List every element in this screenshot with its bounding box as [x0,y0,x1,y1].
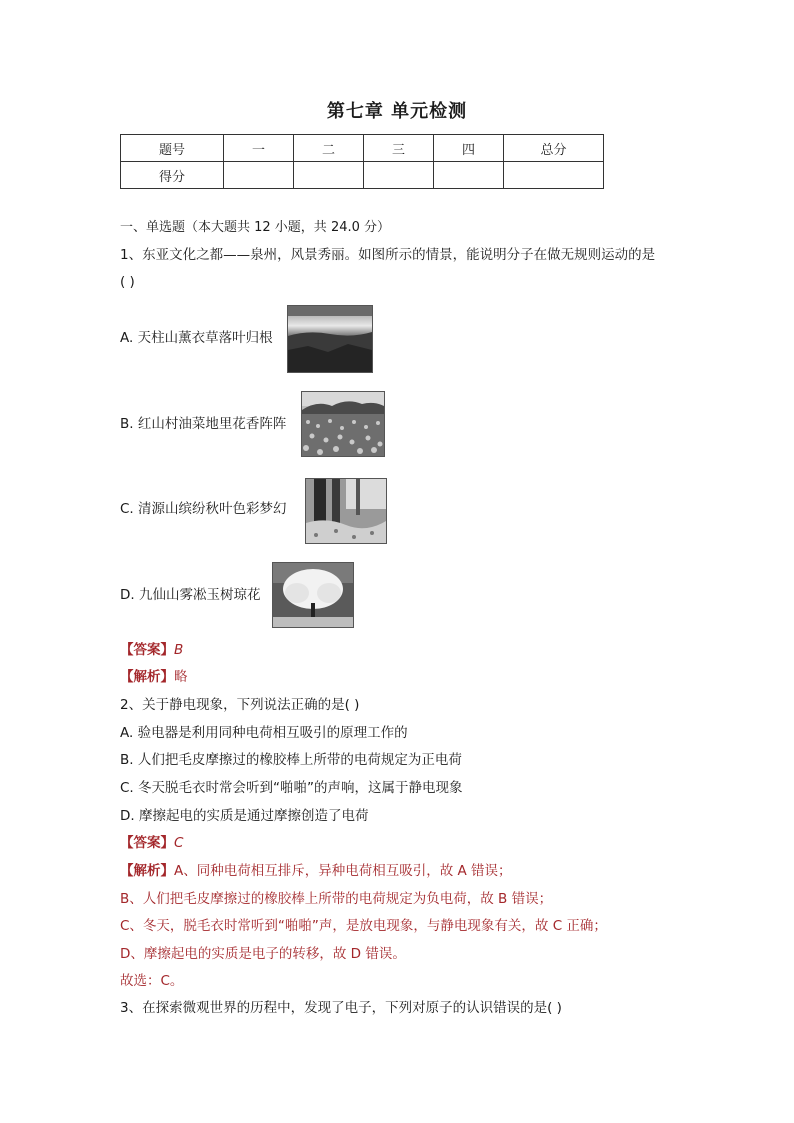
table-cell: 题号 [121,135,224,162]
q2-analysis-line-4: D、摩擦起电的实质是电子的转移，故 D 错误。 [120,946,406,962]
q1-option-a: A. 天柱山薰衣草落叶归根 [120,330,273,346]
answer-label: 【答案】 [120,642,174,658]
answer-label: 【答案】 [120,835,174,851]
q2-analysis-line-5: 故选：C。 [120,973,184,989]
table-row [121,135,604,162]
question-1-stem: 1、东亚文化之都——泉州，风景秀丽。如图所示的情景，能说明分子在做无规则运动的是 [120,247,656,263]
section-heading: 一、单选题（本大题共 12 小题，共 24.0 分） [120,220,391,235]
rapeseed-field-photo [301,391,385,457]
lavender-photo [287,305,373,373]
q2-option-a: A. 验电器是利用同种电荷相互吸引的原理工作的 [120,725,408,741]
table-cell: 三 [364,135,434,162]
analysis-text: A、同种电荷相互排斥，异种电荷相互吸引，故 A 错误； [174,863,512,879]
q2-answer [120,833,183,853]
q2-analysis-line-1 [120,861,512,881]
q2-option-b: B. 人们把毛皮摩擦过的橡胶棒上所带的电荷规定为正电荷 [120,752,462,768]
q2-analysis-line-3: C、冬天，脱毛衣时常听到“啪啪”声，是放电现象，与静电现象有关，故 C 正确； [120,918,607,934]
analysis-text: 略 [174,669,188,685]
table-row [121,162,604,189]
table-cell [434,162,504,189]
q1-analysis [120,667,188,687]
q2-option-d: D. 摩擦起电的实质是通过摩擦创造了电荷 [120,808,369,824]
page-title: 第七章 单元检测 [326,101,468,122]
table-cell: 二 [294,135,364,162]
answer-value: B [174,642,184,658]
q1-answer [120,640,183,660]
table-cell [224,162,294,189]
q1-option-b: B. 红山村油菜地里花香阵阵 [120,416,287,432]
table-cell: 一 [224,135,294,162]
answer-value: C [174,835,184,851]
q2-option-c: C. 冬天脱毛衣时常会听到“啪啪”的声响，这属于静电现象 [120,780,463,796]
table-cell [504,162,604,189]
rime-tree-photo [272,562,354,628]
table-cell: 四 [434,135,504,162]
table-cell: 总分 [504,135,604,162]
table-cell [294,162,364,189]
q1-option-c: C. 清源山缤纷秋叶色彩梦幻 [120,501,287,517]
question-2-stem: 2、关于静电现象，下列说法正确的是( ) [120,697,360,713]
q2-analysis-line-2: B、人们把毛皮摩擦过的橡胶棒上所带的电荷规定为负电荷，故 B 错误； [120,891,553,907]
analysis-label: 【解析】 [120,669,174,685]
question-1-blank: ( ) [120,274,135,290]
table-cell [364,162,434,189]
score-table [120,134,604,189]
analysis-label: 【解析】 [120,863,174,879]
q1-option-d: D. 九仙山雾凇玉树琼花 [120,587,261,603]
question-3-stem: 3、在探索微观世界的历程中，发现了电子，下列对原子的认识错误的是( ) [120,1000,562,1016]
table-cell: 得分 [121,162,224,189]
autumn-leaves-photo [305,478,387,544]
